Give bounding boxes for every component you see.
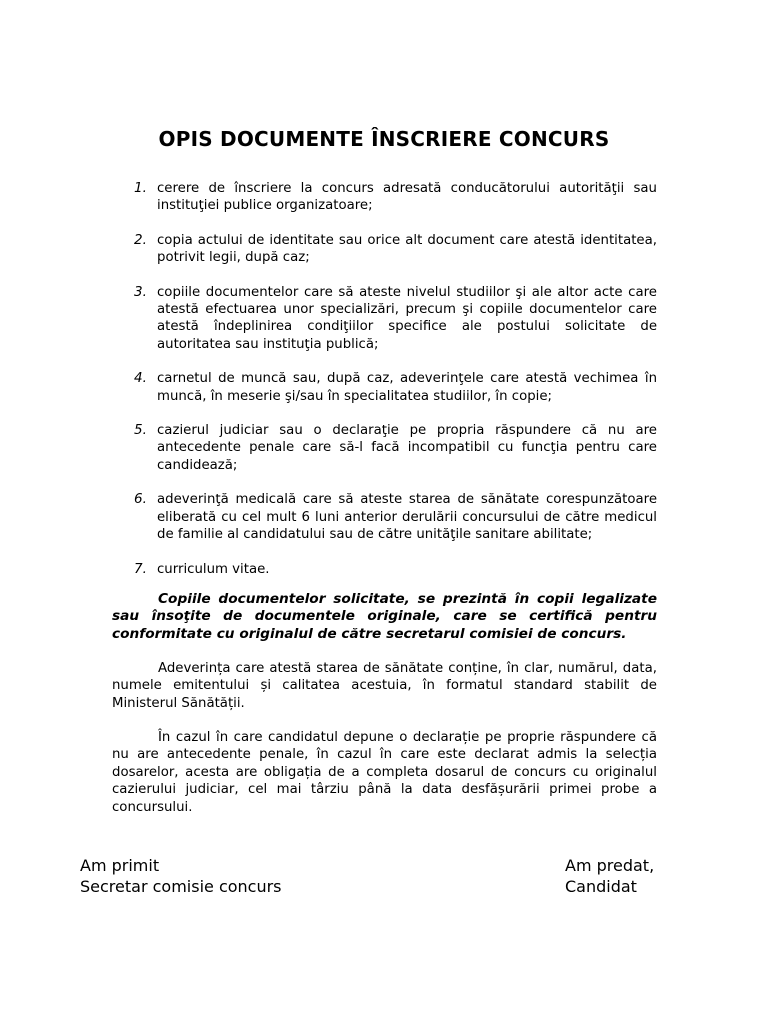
list-item-number: 7.: [134, 560, 147, 577]
list-item-number: 2.: [134, 231, 147, 248]
signature-received: [80, 855, 282, 897]
list-item-text: carnetul de muncă sau, după caz, adeverinţele care atestă vechimea în muncă, în meserie şi/sau în specialitatea studiilor, în copie;: [157, 371, 657, 404]
list-item-number: 5.: [134, 422, 147, 439]
signature-submitted-label: Am predat,: [565, 856, 655, 875]
signature-submitted-role: Candidat: [565, 877, 637, 896]
list-item: [134, 232, 657, 267]
list-item-number: 4.: [134, 370, 147, 387]
list-item-text: adeverinţă medicală care să ateste starea de sănătate corespunzătoare eliberată cu cel mult 6 luni anterior derulării concursului de către medicul de familie al candidatului sau de către unităţile sanitare abilitate;: [157, 492, 657, 543]
criminal-record-paragraph: În cazul în care candidatul depune o declarație pe proprie răspundere că nu are antecedente penale, în cazul în care este declarat admis la selecția dosarelor, acesta are obligația de a completa dosarul de concurs cu originalul cazierului judiciar, cel mai târziu până la data desfășurării primei probe a concursului.: [112, 730, 657, 815]
signature-submitted: [565, 855, 654, 897]
list-item: [134, 561, 657, 578]
list-item: [134, 370, 657, 405]
list-item-text: cazierul judiciar sau o declaraţie pe propria răspundere că nu are antecedente penale care să-l facă incompatibil cu funcţia pentru care candidează;: [157, 423, 657, 473]
list-item-text: curriculum vitae.: [157, 561, 270, 577]
list-item-text: copia actului de identitate sau orice alt document care atestă identitatea, potrivit legii, după caz;: [157, 232, 657, 266]
list-item-number: 1.: [134, 180, 147, 196]
list-item-number: 6.: [134, 491, 147, 508]
list-item: [134, 491, 657, 543]
list-item-text: copiile documentelor care să ateste nivelul studiilor şi ale altor acte care atestă efectuarea unor specializări, precum şi copiile documentelor care atestă îndeplinirea condiţiilor specifice ale postului solicitate de autoritatea sau instituţia publică;: [157, 284, 657, 352]
emphasis-note: Copiile documentelor solicitate, se prezintă în copii legalizate sau însoţite de documentele originale, care se certifică pentru conformitate cu originalul de către secretarul comisiei de concurs.: [112, 591, 657, 642]
document-title: OPIS DOCUMENTE ÎNSCRIERE CONCURS: [158, 127, 610, 151]
medical-certificate-paragraph: Adeverința care atestă starea de sănătate conține, în clar, numărul, data, numele emitentului și calitatea acestuia, în formatul standard stabilit de Ministerul Sănătății.: [112, 661, 657, 711]
list-item-number: 3.: [134, 283, 147, 300]
list-item: [134, 284, 657, 354]
signature-received-label: Am primit: [80, 856, 160, 875]
list-item: [134, 422, 657, 474]
list-item-text: cerere de înscriere la concurs adresată conducătorului autorităţii sau instituţiei publice organizatoare;: [157, 181, 657, 214]
signature-received-role: Secretar comisie concurs: [80, 877, 282, 896]
required-documents-list: [134, 180, 657, 595]
list-item: [134, 180, 657, 215]
